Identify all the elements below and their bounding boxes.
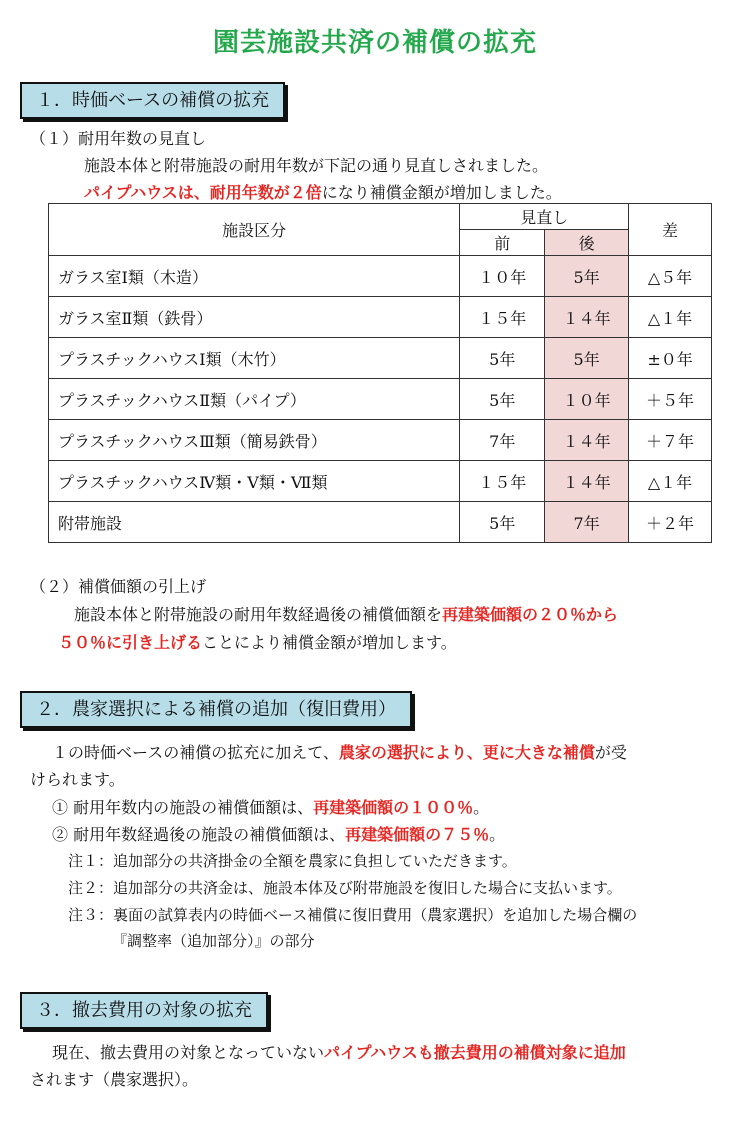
table-row bbox=[49, 297, 712, 338]
section-2-para-rest: が受 bbox=[594, 743, 627, 762]
section-2-para-line-1 bbox=[52, 740, 627, 763]
page-title: 園芸施設共済の補償の拡充 bbox=[212, 28, 537, 58]
sub-2-line-1 bbox=[74, 602, 618, 625]
row-before: 5年 bbox=[460, 338, 545, 379]
sub-2-emphasis-2: ５０％に引き上げる bbox=[58, 633, 203, 652]
section-3-plain: 現在、撤去費用の対象となっていない bbox=[52, 1043, 325, 1062]
row-diff: ＋２年 bbox=[629, 502, 712, 543]
sub-2-emphasis-1: 再建築価額の２０％から bbox=[442, 605, 619, 624]
row-diff: ±０年 bbox=[629, 338, 712, 379]
row-before: １０年 bbox=[460, 256, 545, 297]
row-before: 5年 bbox=[460, 502, 545, 543]
item-1-emphasis: 再建築価額の１００％ bbox=[313, 798, 474, 817]
sub-1-heading: （１）耐用年数の見直し bbox=[30, 129, 207, 148]
sub-2-heading: （２）補償価額の引上げ bbox=[30, 577, 207, 596]
row-category: ガラス室Ⅰ類（木造） bbox=[49, 256, 460, 297]
row-after: １０年 bbox=[545, 379, 629, 420]
service-life-table bbox=[48, 203, 712, 543]
row-diff: △５年 bbox=[629, 256, 712, 297]
sub-2-line-1-plain: 施設本体と附帯施設の耐用年数経過後の補償価額を bbox=[74, 605, 443, 624]
row-after: 5年 bbox=[545, 256, 629, 297]
sub-1-line-2 bbox=[84, 180, 562, 203]
row-diff: ＋５年 bbox=[629, 379, 712, 420]
note-1: 注１：追加部分の共済掛金の全額を農家に負担していただきます。 bbox=[68, 852, 517, 870]
sub-1-line-1: 施設本体と附帯施設の耐用年数が下記の通り見直しされました。 bbox=[84, 156, 549, 175]
item-1-end: 。 bbox=[473, 798, 490, 817]
row-category: 附帯施設 bbox=[49, 502, 460, 543]
section-2-heading: ２．農家選択による補償の追加（復旧費用） bbox=[20, 691, 412, 728]
row-before: １５年 bbox=[460, 461, 545, 502]
note-3-line-2: 『調整率（追加部分）』の部分 bbox=[112, 932, 315, 950]
note-3: 注３：裏面の試算表内の時価ベース補償に復旧費用（農家選択）を追加した場合欄の bbox=[68, 906, 638, 924]
header-after: 後 bbox=[545, 230, 629, 256]
row-after: 5年 bbox=[545, 338, 629, 379]
item-2-emphasis: 再建築価額の７５％ bbox=[345, 825, 490, 844]
section-2-para-emphasis: 農家の選択により、更に大きな補償 bbox=[338, 743, 595, 762]
header-category: 施設区分 bbox=[49, 204, 460, 256]
row-category: プラスチックハウスⅣ類・Ⅴ類・Ⅶ類 bbox=[49, 461, 460, 502]
table-row bbox=[49, 420, 712, 461]
row-before: １５年 bbox=[460, 297, 545, 338]
row-category: プラスチックハウスⅡ類（パイプ） bbox=[49, 379, 460, 420]
row-after: 7年 bbox=[545, 502, 629, 543]
item-1-plain: ① 耐用年数内の施設の補償価額は、 bbox=[52, 798, 314, 817]
section-2-item-2 bbox=[52, 822, 505, 845]
table-row bbox=[49, 256, 712, 297]
item-2-plain: ② 耐用年数経過後の施設の補償価額は、 bbox=[52, 825, 346, 844]
table-row bbox=[49, 461, 712, 502]
header-diff: 差 bbox=[629, 204, 712, 256]
sub-1-line-2-rest: になり補償金額が増加しました。 bbox=[321, 183, 562, 202]
header-review: 見直し bbox=[460, 204, 629, 230]
row-diff: △１年 bbox=[629, 461, 712, 502]
table-row bbox=[49, 502, 712, 543]
section-2-para-line-2: けられます。 bbox=[30, 770, 125, 789]
section-3-line-2: されます（農家選択）。 bbox=[30, 1070, 199, 1089]
table-row bbox=[49, 379, 712, 420]
row-after: １４年 bbox=[545, 420, 629, 461]
section-3-heading: ３．撤去費用の対象の拡充 bbox=[20, 992, 268, 1029]
row-category: プラスチックハウスⅠ類（木竹） bbox=[49, 338, 460, 379]
row-after: １４年 bbox=[545, 297, 629, 338]
row-diff: △１年 bbox=[629, 297, 712, 338]
section-2-item-1 bbox=[52, 795, 489, 818]
section-3-line-1 bbox=[52, 1040, 626, 1063]
sub-2-line-2-rest: ことにより補償金額が増加します。 bbox=[202, 633, 457, 652]
row-category: プラスチックハウスⅢ類（簡易鉄骨） bbox=[49, 420, 460, 461]
table-row bbox=[49, 338, 712, 379]
note-2: 注２：追加部分の共済金は、施設本体及び附帯施設を復旧した場合に支払います。 bbox=[68, 879, 622, 897]
row-after: １４年 bbox=[545, 461, 629, 502]
header-before: 前 bbox=[460, 230, 545, 256]
row-before: 5年 bbox=[460, 379, 545, 420]
sub-1-emphasis: パイプハウスは、耐用年数が２倍 bbox=[84, 183, 322, 202]
row-diff: ＋７年 bbox=[629, 420, 712, 461]
sub-2-line-2 bbox=[58, 630, 457, 653]
item-2-end: 。 bbox=[489, 825, 506, 844]
section-2-para-plain: １の時価ベースの補償の拡充に加えて、 bbox=[52, 743, 339, 762]
section-3-emphasis: パイプハウスも撤去費用の補償対象に追加 bbox=[324, 1043, 626, 1062]
row-before: 7年 bbox=[460, 420, 545, 461]
section-1-heading: １．時価ベースの補償の拡充 bbox=[20, 82, 285, 119]
row-category: ガラス室Ⅱ類（鉄骨） bbox=[49, 297, 460, 338]
